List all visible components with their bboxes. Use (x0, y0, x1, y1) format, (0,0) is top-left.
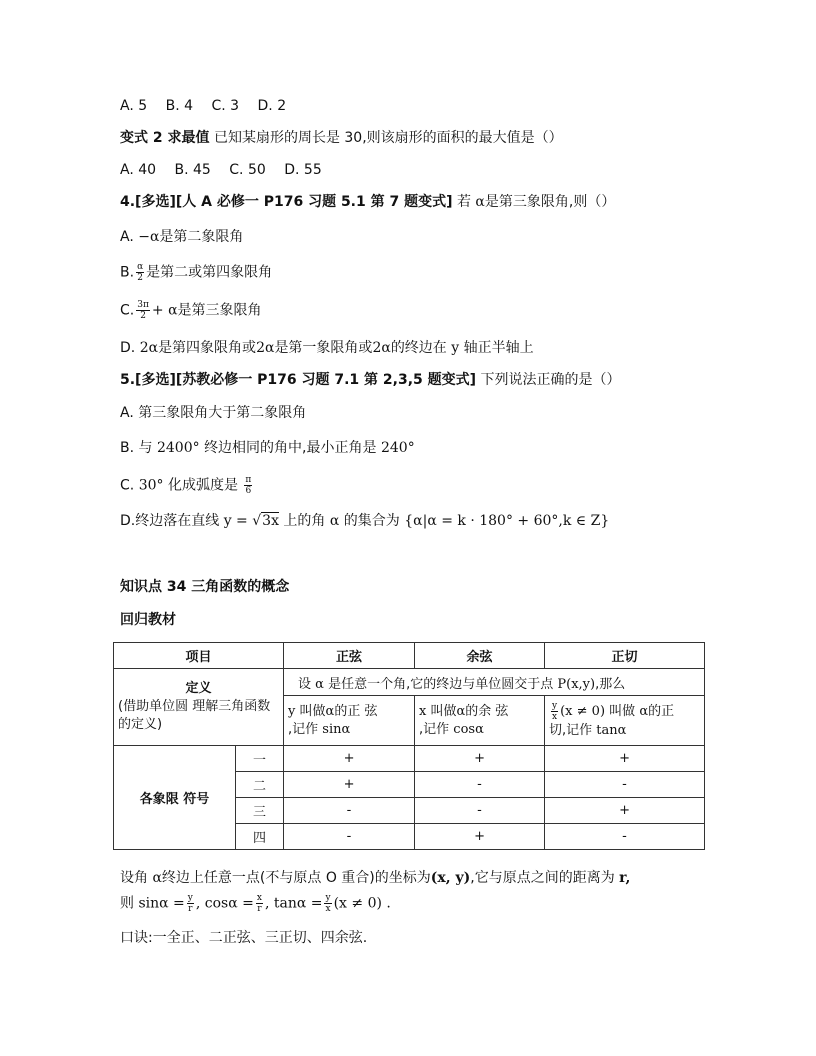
q4-head: 4.[多选][人 A 必修一 P176 习题 5.1 第 7 题变式] (120, 194, 453, 210)
trig-definition-table (113, 642, 705, 850)
sin-def-called: 叫做 (299, 703, 326, 719)
q4-d-y: y (451, 340, 460, 356)
sign-row-q1 (114, 746, 705, 772)
q4-question (120, 192, 615, 212)
q4-option-c (120, 300, 262, 321)
sign-sin: + (284, 746, 415, 772)
q5-c-frac-num: π (245, 475, 252, 485)
q5-b-angle1: 2400° (156, 440, 200, 456)
sign-cos: + (415, 824, 545, 850)
tangent-definition (545, 696, 705, 746)
sine-definition (284, 696, 415, 746)
sign-sin: - (284, 824, 415, 850)
def-intro-point: P(x,y) (557, 676, 596, 692)
q4-b-frac-den: 2 (137, 273, 143, 283)
variant2-option-b: B. 45 (174, 162, 211, 178)
note2-f1-num: y (187, 893, 193, 903)
tan-def-denote: 切,记作 (549, 723, 593, 738)
note-point: (x, y) (430, 870, 471, 886)
q4-c-prefix: C. (120, 302, 135, 319)
variant2-options (120, 160, 336, 180)
sin-def-symbol: sinα (322, 721, 351, 737)
q4-c-frac-den: 2 (140, 311, 146, 321)
sign-tan: + (545, 798, 705, 824)
note-r: r, (619, 870, 631, 886)
header-tangent: 正切 (545, 643, 705, 669)
note-line-1 (120, 868, 630, 888)
variant2-option-d: D. 55 (284, 162, 322, 178)
def-intro-pre: 设 (298, 676, 312, 692)
q5-option-d (120, 511, 609, 531)
sqrt-sign-icon: √ (252, 513, 262, 529)
q5-c-mid: 化成弧度是 (167, 477, 238, 494)
q5-d-prefix: D.终边落在直线 (120, 513, 220, 529)
q5-d-alpha: α (329, 513, 340, 529)
q5-d-mid2: 的集合为 (343, 513, 400, 529)
q4-a-prefix: A. (120, 229, 139, 245)
note2-frac-sin (187, 893, 194, 914)
q5-head: 5.[多选][苏教必修一 P176 习题 7.1 第 2,3,5 题变式] (120, 372, 477, 388)
sign-tan: + (545, 746, 705, 772)
def-intro-alpha: α (315, 676, 324, 692)
variant2-option-c: C. 50 (229, 162, 266, 178)
quadrant-label: 四 (236, 824, 284, 850)
table-header-row (114, 643, 705, 669)
q5-b-mid: 终边相同的角中,最小正角是 (204, 440, 377, 456)
header-cosine: 余弦 (415, 643, 545, 669)
q3-option-b: B. 4 (165, 98, 194, 114)
note-mid: 终边上任意一点(不与原点 O 重合)的坐标为 (161, 870, 431, 886)
note2-f1-den: r (188, 904, 193, 914)
note2-tan: , tanα = (264, 895, 323, 912)
tan-def-num: y (552, 701, 558, 711)
q4-a-text: 是第二象限角 (159, 229, 244, 245)
section-title: 知识点 34 三角函数的概念 (120, 579, 290, 595)
quadrant-label: 一 (236, 746, 284, 772)
sign-cos: + (415, 746, 545, 772)
sign-tan: - (545, 772, 705, 798)
q5-option-b (120, 438, 415, 458)
q4-d-prefix: D. (120, 340, 140, 356)
q5-c-frac-den: 6 (245, 486, 252, 496)
sign-sin: - (284, 798, 415, 824)
sin-def-alpha: α (325, 703, 335, 719)
def-intro-mid: 是任意一个角,它的终边与单位圆交于点 (328, 676, 554, 692)
note2-f3-num: y (325, 893, 331, 903)
q4-c-fraction (136, 300, 150, 321)
tan-def-alpha: α (639, 704, 649, 719)
note-line-2 (120, 893, 391, 914)
q4-stem-post: 是第三象限角,则（） (484, 194, 616, 210)
definition-note: (借助单位圆 理解三角函数的定义) (118, 699, 271, 732)
q5-stem: 下列说法正确的是（） (480, 372, 621, 388)
q4-option-a (120, 227, 243, 247)
q5-c-prefix: C. (120, 477, 135, 494)
q4-d-2a-1: 2α (139, 340, 159, 356)
q4-c-frac-num: 3π (137, 300, 149, 310)
cos-def-called: 叫做 (430, 703, 457, 719)
q5-c-angle: 30° (138, 477, 164, 494)
q5-b-angle2: 240° (380, 440, 415, 456)
variant2-option-a: A. 40 (120, 162, 157, 178)
q4-c-math: + α (151, 302, 178, 319)
note-alpha: α (152, 870, 162, 886)
sign-cos: - (415, 772, 545, 798)
note2-frac-cos (256, 893, 263, 914)
q4-option-d (120, 338, 534, 358)
tan-def-condition: (x ≠ 0) (560, 704, 606, 719)
note2-frac-tan (324, 893, 331, 914)
cos-def-name: 的余 弦 (465, 703, 509, 719)
note-pre: 设角 (120, 870, 148, 886)
q5-b-prefix: B. 与 (120, 440, 153, 456)
quadrant-label: 三 (236, 798, 284, 824)
sign-tan: - (545, 824, 705, 850)
q4-d-2a-2: 2α (256, 340, 275, 356)
tan-def-called: 叫做 (609, 704, 636, 719)
sign-cos: - (415, 798, 545, 824)
cosine-definition (415, 696, 545, 746)
note2-cos: , cosα = (195, 895, 254, 912)
variant2-label: 变式 2 求最值 (120, 130, 210, 146)
note2-post: (x ≠ 0) . (333, 895, 391, 912)
tan-def-fraction (551, 701, 558, 722)
note2-f3-den: x (325, 904, 331, 914)
q5-option-c (120, 475, 254, 496)
definition-intro-cell (284, 669, 705, 696)
note2-f2-num: x (256, 893, 262, 903)
q4-b-text: 是第二或第四象限角 (146, 264, 273, 281)
definition-label-cell (114, 669, 284, 746)
cos-def-x: x (419, 703, 427, 719)
sin-def-name: 的正 弦 (334, 703, 378, 719)
q5-question (120, 370, 621, 390)
note2-sin: sinα = (138, 895, 185, 912)
tan-def-symbol: tanα (596, 723, 627, 738)
sin-def-y: y (288, 703, 296, 719)
q3-options (120, 96, 300, 116)
definition-row-top (114, 669, 705, 696)
cos-def-denote: ,记作 (419, 721, 450, 737)
q3-option-d: D. 2 (257, 98, 287, 114)
header-sine: 正弦 (284, 643, 415, 669)
q4-a-math: −α (138, 229, 160, 245)
q3-option-c: C. 3 (211, 98, 240, 114)
quadrant-label: 二 (236, 772, 284, 798)
q4-c-text: 是第三象限角 (177, 302, 262, 319)
mnemonic: 口诀:一全正、二正弦、三正切、四余弦. (120, 930, 368, 946)
definition-label: 定义 (185, 681, 212, 696)
section-subtitle: 回归教材 (120, 612, 176, 628)
note2-pre: 则 (120, 895, 134, 912)
q4-b-frac-num: α (137, 262, 144, 272)
variant2-question (120, 128, 563, 148)
q5-d-eq: y = (223, 513, 253, 529)
sin-def-denote: ,记作 (288, 721, 319, 737)
q4-b-prefix: B. (120, 264, 135, 281)
def-intro-post: ,那么 (595, 676, 626, 692)
q4-b-fraction (136, 262, 144, 283)
q4-alpha: α (475, 194, 485, 210)
q5-c-fraction (244, 475, 252, 496)
variant2-text: 已知某扇形的周长是 30,则该扇形的面积的最大值是（） (213, 130, 563, 146)
q5-d-mid: 上的角 (283, 513, 326, 529)
sign-sin: + (284, 772, 415, 798)
note-post: ,它与原点之间的距离为 (470, 870, 615, 886)
q4-option-b (120, 262, 272, 283)
header-item: 项目 (114, 643, 284, 669)
q4-d-mid2: 是第一象限角或 (274, 340, 373, 356)
q4-d-2a-3: 2α (372, 340, 391, 356)
q3-option-a: A. 5 (120, 98, 148, 114)
q4-d-mid3: 的终边在 (390, 340, 447, 356)
q5-d-set: {α|α = k · 180° + 60°,k ∈ Z} (404, 513, 610, 529)
q5-d-root: 3x (262, 513, 279, 529)
sign-label: 各象限 符号 (114, 746, 236, 850)
q4-d-mid1: 是第四象限角或 (158, 340, 257, 356)
tan-def-name: 的正 (648, 704, 675, 719)
tan-def-den: x (552, 712, 558, 722)
cos-def-alpha: α (456, 703, 466, 719)
cos-def-symbol: cosα (453, 721, 484, 737)
q4-stem-pre: 若 (456, 194, 471, 210)
q5-option-a: A. 第三象限角大于第二象限角 (120, 405, 307, 421)
note2-f2-den: r (257, 904, 262, 914)
q4-d-text: 轴正半轴上 (463, 340, 534, 356)
